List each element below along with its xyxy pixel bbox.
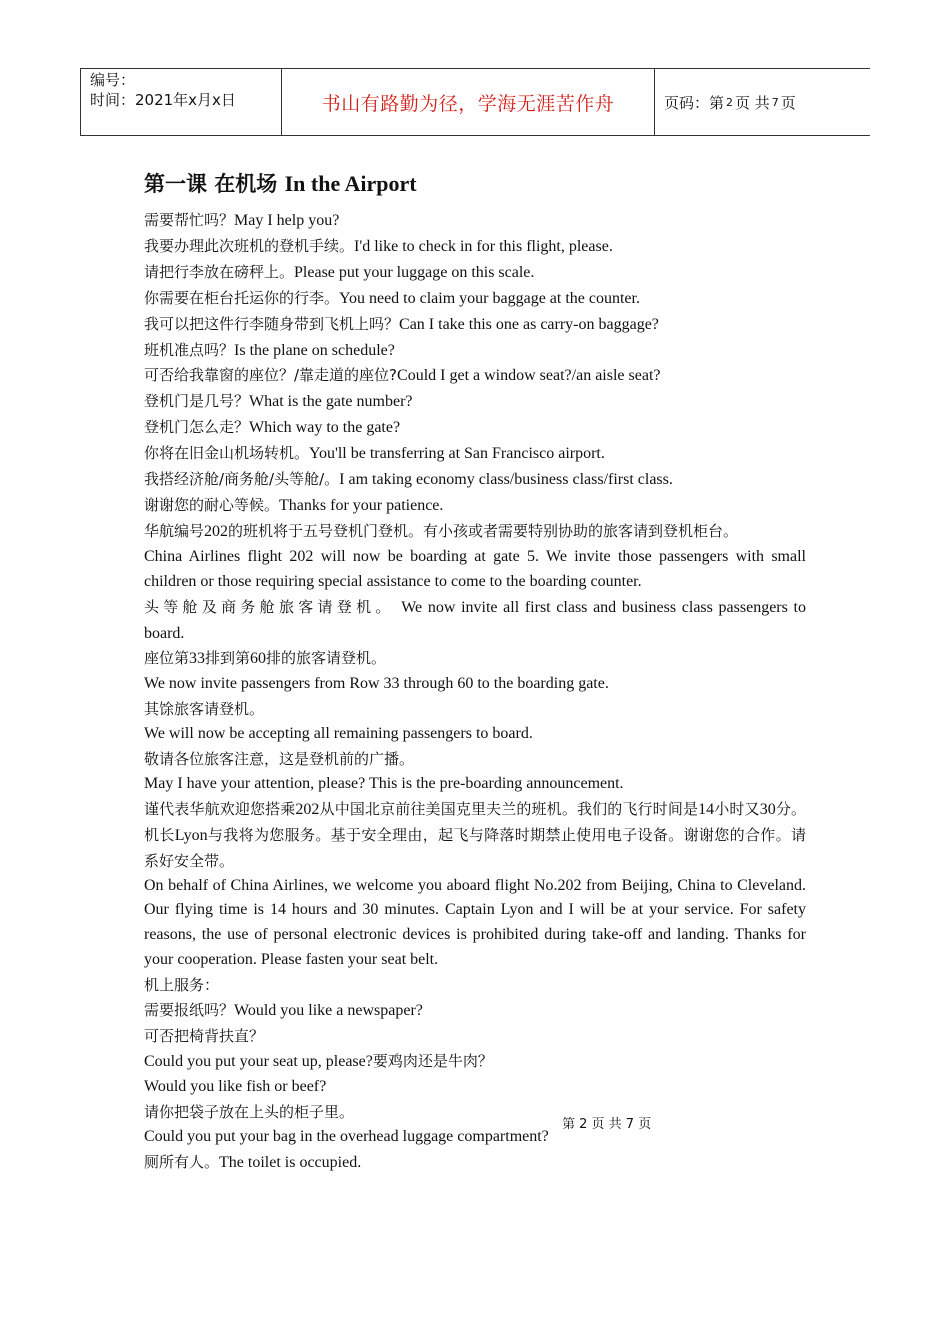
text-run: 从中国北京前往美国克里夫兰的班机。我们的飞行时间是 [319, 799, 699, 818]
service-en: Would you like fish or beef? [144, 1077, 327, 1095]
phrase-zh: 我要办理此次班机的登机手续。 [144, 236, 355, 255]
announcement-zh [144, 519, 806, 545]
phrase-zh: 谢谢您的耐心等候。 [144, 495, 280, 514]
phrase-zh: 可否给我靠窗的座位？/靠走道的座位? [144, 366, 398, 385]
phrase-zh: 登机门是几号？ [144, 392, 250, 411]
lesson-title-en: In the Airport [284, 171, 417, 196]
phrase-line [144, 415, 806, 441]
lesson-title-zh: 第一课 在机场 [144, 172, 278, 196]
phrase-line [144, 493, 806, 519]
text-run: 分。机长 [144, 799, 806, 844]
text-run: 座位第 [144, 649, 190, 668]
announcement-en: We now invite passengers from Row 33 through 60 to the boarding gate. [144, 675, 609, 693]
service-en: Could you put your bag in the overhead luggage compartment? [144, 1127, 549, 1145]
announcement-zh: 头等舱及商务舱旅客请登机。 [144, 597, 395, 616]
page-total: 7 [771, 95, 779, 109]
phrase-en: Is the plane on schedule? [234, 341, 395, 359]
service-en: The toilet is occupied. [219, 1153, 362, 1171]
phrase-line [144, 363, 806, 389]
phrase-zh: 我可以把这件行李随身带到飞机上吗？ [144, 314, 400, 333]
phrase-en: Which way to the gate? [249, 419, 401, 437]
page-suffix: 页 [780, 93, 796, 112]
phrase-line [144, 208, 806, 234]
phrase-en: You need to claim your baggage at the counter. [339, 289, 640, 307]
service-zh: 可否把椅背扶直？ [144, 1027, 265, 1045]
welcome-announcement-en: On behalf of China Airlines, we welcome you aboard flight No.202 from Beijing, China to Cleveland. Our flying time is 14 hours and 30 minutes. Captain Lyon and I will be at your service. For safety reasons, the use of personal electronic devices is prohibited during take-off and landing. Thanks for your cooperation. Please fasten your seat belt. [144, 876, 806, 969]
text-run: 30 [759, 800, 776, 818]
document-body [144, 166, 806, 1175]
phrase-en: Thanks for your patience. [279, 496, 444, 514]
announcement-line [144, 595, 806, 647]
header-page-cell [655, 69, 870, 135]
text-run: 与我将为您服务。基于安全理由，起飞与降落时期禁止使用电子设备。谢谢您的合作。请系好安全带。 [144, 825, 806, 870]
phrase-en: I'd like to check in for this flight, please. [354, 237, 613, 255]
page-mid: 页 共 [735, 93, 770, 112]
text-run: 202 [204, 522, 229, 540]
motto: 书山有路勤为径，学海无涯苦作舟 [321, 92, 615, 115]
phrase-line [144, 389, 806, 415]
page-number: 2 [726, 95, 734, 109]
phrase-zh: 我搭经济舱/商务舱/头等舱/。 [144, 470, 340, 489]
phrase-zh: 班机准点吗？ [144, 340, 235, 359]
announcement-en: We now invite all first class and business class passengers to board. [144, 598, 806, 642]
lesson-title [144, 166, 806, 202]
text-run: 华航编号 [144, 521, 205, 540]
phrase-en: May I help you? [234, 212, 340, 229]
phrase-line [144, 467, 806, 493]
phrase-en: Please put your luggage on this scale. [294, 263, 535, 281]
text-run: 谨代表华航欢迎您搭乘 [144, 799, 296, 818]
service-en: Would you like a newspaper? [234, 1002, 423, 1020]
text-run: 的班机将于五号登机门登机。有小孩或者需要特别协助的旅客请到登机柜台。 [228, 521, 739, 540]
announcement-zh: 敬请各位旅客注意，这是登机前的广播。 [144, 750, 415, 769]
text-run: 33 [189, 650, 206, 668]
welcome-announcement-zh [144, 797, 806, 874]
text-run: 排到第 [205, 649, 251, 668]
document-number-label: 编号： [90, 71, 136, 89]
header-meta-cell [81, 69, 282, 135]
page-footer: 第 2 页 共 7 页 [562, 1117, 652, 1132]
phrase-line [144, 338, 806, 364]
service-en: Could you put your seat up, please? [144, 1052, 373, 1070]
phrase-zh: 需要帮忙吗？ [144, 211, 235, 229]
phrase-line [144, 441, 806, 467]
phrase-zh: 你将在旧金山机场转机。 [144, 444, 310, 463]
text-run: 60 [250, 650, 267, 668]
service-zh: 要鸡肉还是牛肉？ [372, 1051, 493, 1070]
phrase-en: Can I take this one as carry-on baggage? [399, 315, 659, 333]
phrase-en: What is the gate number? [249, 393, 413, 411]
text-run: Lyon [174, 826, 208, 844]
header-table [80, 68, 870, 136]
text-run: 排的旅客请登机。 [266, 649, 387, 668]
service-zh: 厕所有人。 [144, 1152, 220, 1171]
phrase-line [144, 260, 806, 286]
section-heading: 机上服务： [144, 976, 220, 995]
announcement-en: May I have your attention, please? This is the pre-boarding announcement. [144, 774, 624, 792]
phrase-zh: 登机门怎么走？ [144, 418, 250, 437]
phrase-en: I am taking economy class/business class/first class. [339, 471, 673, 489]
document-time-label: 时间：2021年x月x日 [90, 91, 236, 109]
phrase-zh: 你需要在柜台托运你的行李。 [144, 288, 340, 307]
phrase-zh: 请把行李放在磅秤上。 [144, 262, 295, 281]
service-zh: 请你把袋子放在上头的柜子里。 [144, 1102, 355, 1121]
page-prefix: 页码：第 [664, 93, 725, 112]
announcement-zh [144, 646, 806, 672]
header-motto-cell [282, 69, 655, 135]
service-zh: 需要报纸吗？ [144, 1001, 235, 1020]
text-run: 202 [295, 800, 320, 818]
announcement-zh: 其馀旅客请登机。 [144, 700, 265, 719]
text-run: 小时又 [714, 799, 760, 818]
phrase-en: You'll be transferring at San Francisco airport. [309, 445, 605, 463]
phrase-en: Could I get a window seat?/an aisle seat? [397, 367, 661, 385]
announcement-en: China Airlines flight 202 will now be boarding at gate 5. We invite those passengers with small children or those requiring special assistance to come to the boarding counter. [144, 547, 806, 590]
text-run: 14 [698, 800, 715, 818]
service-line [144, 1049, 806, 1075]
phrase-line [144, 312, 806, 338]
phrase-line [144, 286, 806, 312]
announcement-en: We will now be accepting all remaining passengers to board. [144, 725, 533, 743]
phrase-line [144, 234, 806, 260]
service-line [144, 998, 806, 1024]
service-line [144, 1150, 806, 1176]
